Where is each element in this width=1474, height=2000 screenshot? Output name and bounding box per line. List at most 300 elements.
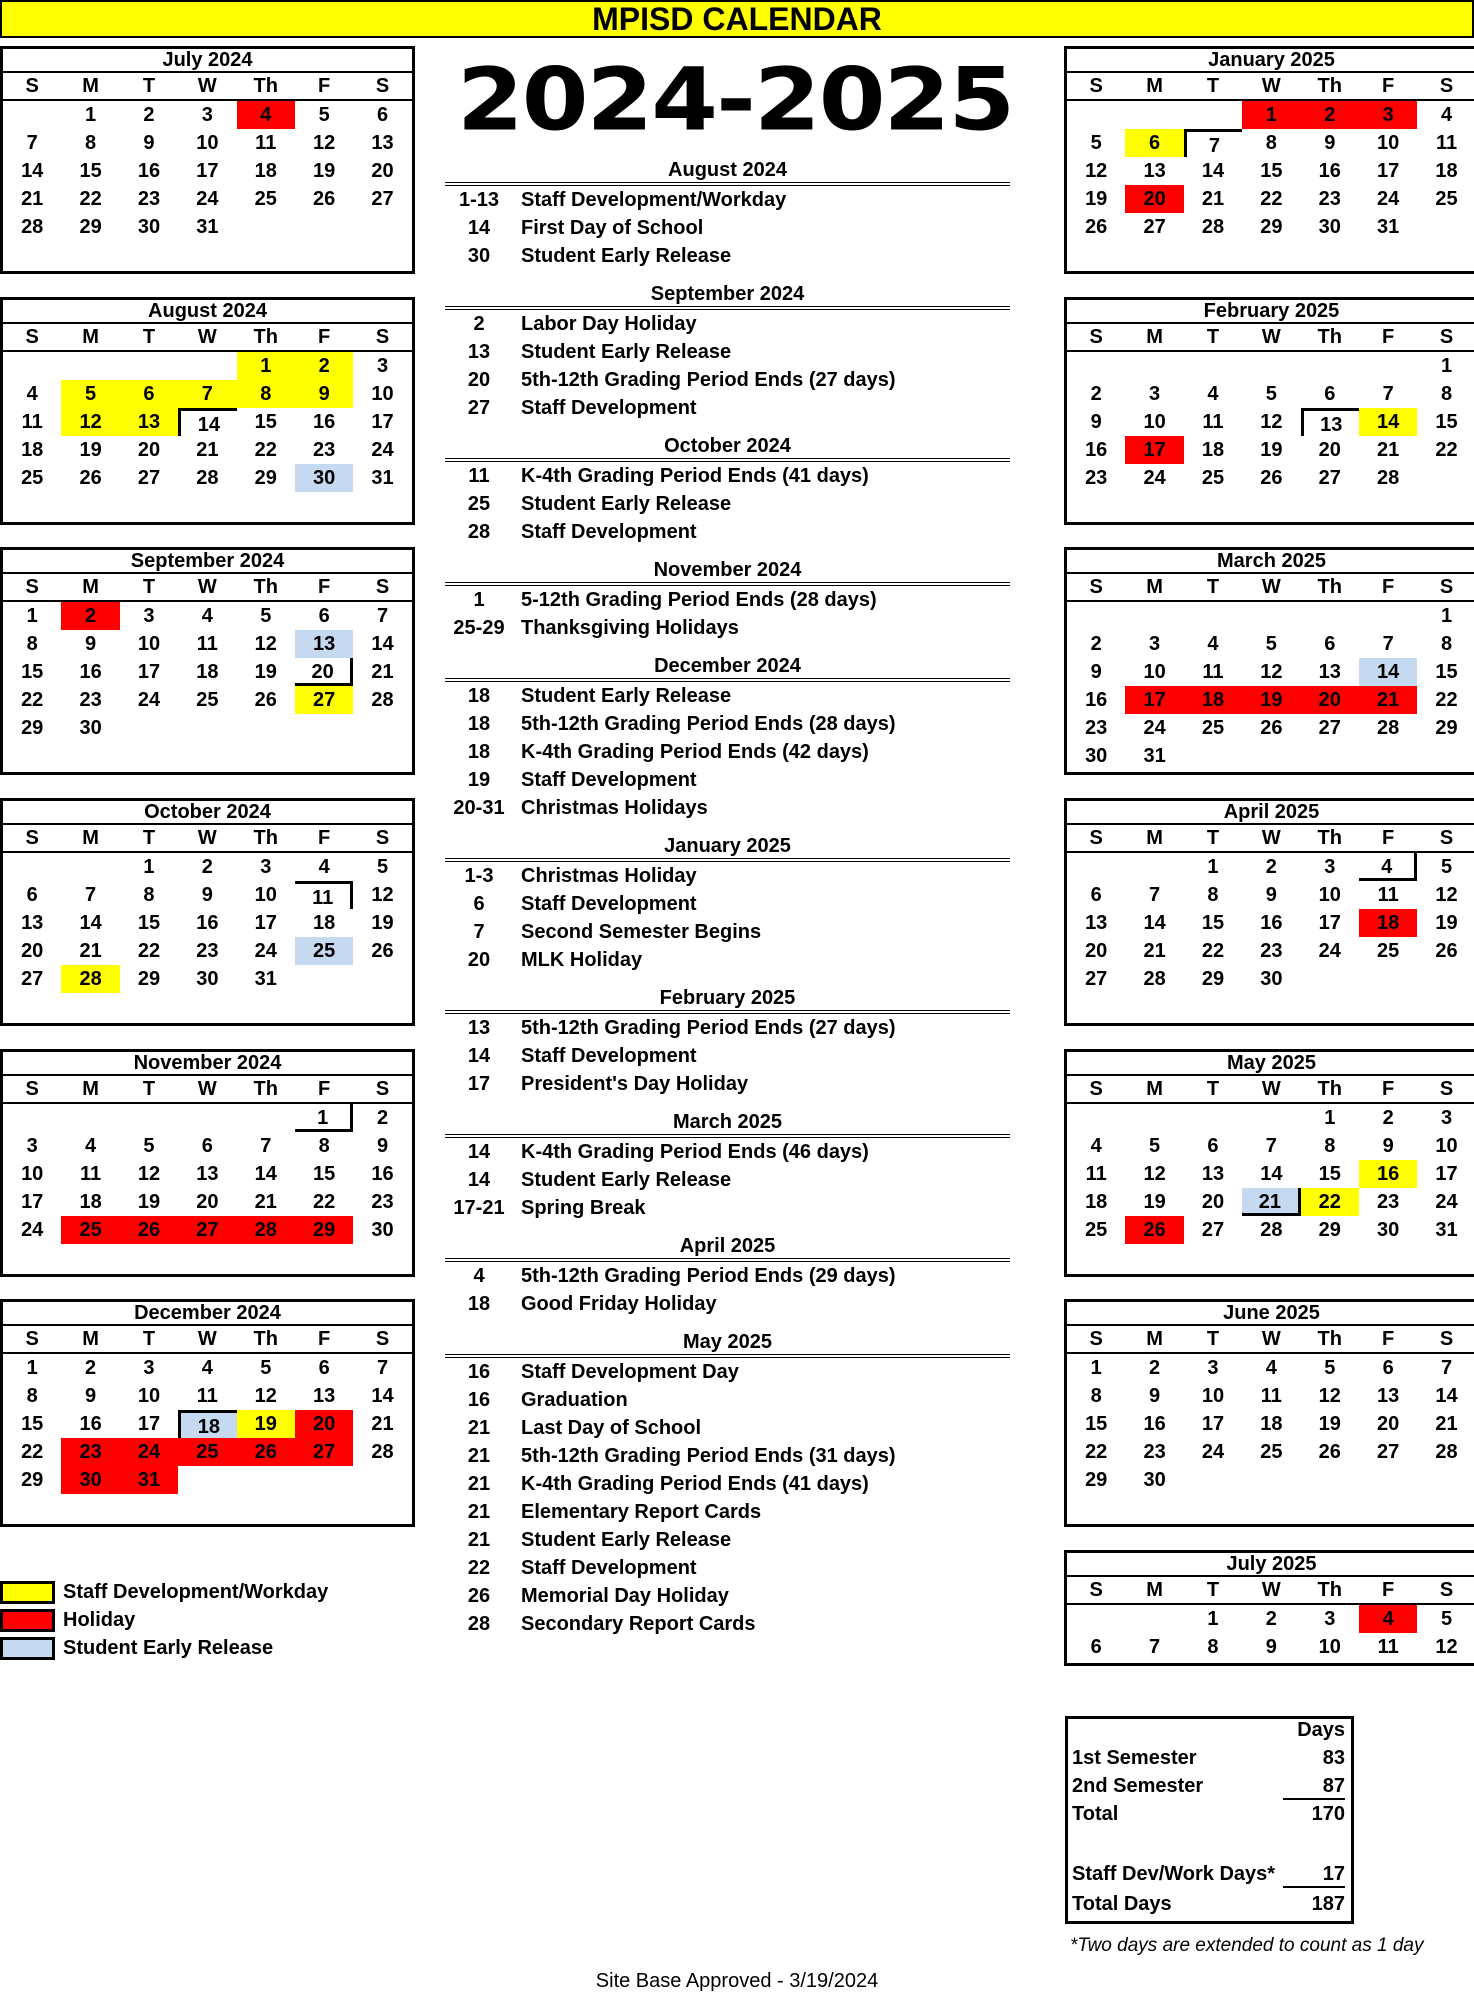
day-cell bbox=[353, 965, 411, 993]
event-date: 7 bbox=[473, 921, 485, 943]
day-cell: 11 bbox=[196, 633, 218, 655]
day-cell bbox=[295, 965, 353, 993]
day-cell: 19 bbox=[1242, 686, 1300, 714]
event-description: Elementary Report Cards bbox=[521, 1501, 762, 1523]
day-cell: 13 bbox=[1143, 160, 1166, 182]
day-cell: 28 bbox=[196, 467, 219, 489]
event-item bbox=[445, 766, 1010, 794]
weekday-label: M bbox=[82, 75, 99, 97]
day-cell bbox=[1067, 602, 1125, 630]
weekday-label: Th bbox=[1317, 1328, 1342, 1350]
day-cell bbox=[1242, 1466, 1300, 1494]
day-cell: 1 bbox=[1440, 605, 1453, 627]
weekday-label: W bbox=[1261, 827, 1281, 849]
month-title: April 2025 bbox=[1067, 801, 1474, 825]
day-cell: 16 bbox=[1143, 1413, 1166, 1435]
weekday-label: S bbox=[1089, 1579, 1103, 1601]
day-cell: 6 bbox=[376, 104, 389, 126]
month-calendar-nov24 bbox=[0, 1049, 415, 1277]
day-cell: 11 bbox=[1377, 1636, 1399, 1658]
day-cell bbox=[353, 714, 411, 742]
event-description: Staff Development bbox=[521, 893, 697, 915]
weekday-label: S bbox=[375, 1328, 390, 1350]
weekday-label: S bbox=[25, 1328, 39, 1350]
event-item bbox=[445, 794, 1010, 822]
weekday-label: Th bbox=[253, 576, 278, 598]
day-cell: 25 bbox=[295, 937, 353, 965]
day-cell: 12 bbox=[1260, 661, 1283, 683]
day-cell bbox=[120, 352, 178, 380]
day-cell: 12 bbox=[254, 1385, 277, 1407]
day-cell: 20 bbox=[196, 1191, 219, 1213]
day-cell: 24 bbox=[254, 940, 277, 962]
day-cell bbox=[178, 1104, 236, 1132]
day-cell: 7 bbox=[85, 884, 97, 906]
day-cell: 21 bbox=[196, 439, 219, 461]
day-cell: 6 bbox=[1207, 1135, 1219, 1157]
day-cell: 8 bbox=[85, 132, 97, 154]
day-cell: 5 bbox=[1090, 132, 1102, 154]
event-item bbox=[445, 1070, 1010, 1098]
day-cell: 10 bbox=[137, 1385, 161, 1407]
day-cell: 19 bbox=[1318, 1413, 1341, 1435]
week-row bbox=[1067, 157, 1474, 185]
day-cell: 13 bbox=[1318, 661, 1341, 683]
day-cell: 4 bbox=[26, 383, 38, 405]
weekday-label: M bbox=[82, 827, 99, 849]
week-row bbox=[1067, 129, 1474, 157]
day-cell: 2 bbox=[295, 352, 353, 380]
weekday-label: S bbox=[1089, 75, 1103, 97]
day-cell: 19 bbox=[313, 160, 336, 182]
week-row bbox=[1067, 1216, 1474, 1244]
day-cell: 21 bbox=[1143, 940, 1166, 962]
events-month-heading: April 2025 bbox=[445, 1234, 1010, 1262]
weekday-label: M bbox=[82, 326, 99, 348]
day-cell: 29 bbox=[1085, 1469, 1108, 1491]
weekday-header bbox=[3, 324, 412, 352]
day-cell: 23 bbox=[1085, 467, 1108, 489]
event-item bbox=[445, 1358, 1010, 1386]
event-item bbox=[445, 518, 1010, 546]
day-cell bbox=[295, 1466, 353, 1494]
event-description: K-4th Grading Period Ends (42 days) bbox=[521, 741, 869, 763]
week-row bbox=[3, 1216, 412, 1244]
day-cell: 1 bbox=[1090, 1357, 1102, 1379]
month-title: March 2025 bbox=[1067, 550, 1474, 574]
day-cell: 3 bbox=[1149, 383, 1161, 405]
event-description: Good Friday Holiday bbox=[521, 1293, 717, 1315]
day-cell: 23 bbox=[1260, 940, 1283, 962]
legend-label: Holiday bbox=[63, 1608, 136, 1631]
day-cell: 30 bbox=[61, 1466, 119, 1494]
events-month-heading: September 2024 bbox=[445, 282, 1010, 310]
event-item bbox=[445, 310, 1010, 338]
event-date: 28 bbox=[467, 521, 491, 543]
day-cell: 7 bbox=[1149, 1636, 1161, 1658]
day-cell: 15 bbox=[1435, 661, 1458, 683]
day-cell bbox=[1067, 352, 1125, 380]
day-cell: 14 bbox=[371, 1385, 394, 1407]
event-item bbox=[445, 1414, 1010, 1442]
event-description: 5-12th Grading Period Ends (28 days) bbox=[521, 589, 877, 611]
day-cell: 7 bbox=[1149, 884, 1161, 906]
day-cell: 1 bbox=[237, 352, 295, 380]
event-description: 5th-12th Grading Period Ends (28 days) bbox=[521, 713, 896, 735]
day-cell: 1 bbox=[295, 1104, 353, 1132]
day-cell: 15 bbox=[21, 661, 44, 683]
day-cell: 8 bbox=[237, 380, 295, 408]
week-row bbox=[1067, 714, 1474, 742]
weekday-label: W bbox=[1261, 576, 1281, 598]
week-row bbox=[3, 464, 412, 492]
day-cell bbox=[61, 1104, 119, 1132]
day-cell bbox=[237, 1466, 295, 1494]
day-cell: 4 bbox=[1359, 853, 1417, 881]
day-cell: 19 bbox=[371, 912, 394, 934]
day-cell: 1 bbox=[1207, 1608, 1219, 1630]
day-cell: 15 bbox=[1085, 1413, 1108, 1435]
day-cell: 19 bbox=[237, 1410, 295, 1438]
day-cell: 8 bbox=[1207, 1636, 1219, 1658]
event-description: Staff Development bbox=[521, 397, 697, 419]
weekday-label: M bbox=[1146, 576, 1163, 598]
day-cell: 17 bbox=[371, 411, 394, 433]
weekday-label: W bbox=[1261, 1579, 1281, 1601]
event-date: 4 bbox=[473, 1265, 485, 1287]
day-cell: 13 bbox=[313, 1385, 336, 1407]
day-cell: 4 bbox=[201, 605, 213, 627]
day-cell: 21 bbox=[21, 188, 44, 210]
event-description: Secondary Report Cards bbox=[521, 1613, 756, 1635]
week-row bbox=[3, 881, 412, 909]
day-cell: 16 bbox=[196, 912, 219, 934]
day-cell: 19 bbox=[1260, 439, 1283, 461]
day-cell: 4 bbox=[201, 1357, 213, 1379]
day-cell: 29 bbox=[1201, 968, 1225, 990]
day-cell: 1 bbox=[1207, 856, 1219, 878]
event-item bbox=[445, 1262, 1010, 1290]
day-cell: 27 bbox=[1318, 717, 1341, 739]
day-cell: 22 bbox=[1085, 1441, 1108, 1463]
day-cell: 21 bbox=[371, 1413, 394, 1435]
day-cell: 4 bbox=[1207, 383, 1219, 405]
event-item bbox=[445, 738, 1010, 766]
event-date: 21 bbox=[467, 1445, 491, 1467]
days-row: 1st Semester 83 bbox=[1072, 1747, 1345, 1769]
day-cell: 12 bbox=[1435, 1636, 1458, 1658]
day-cell: 21 bbox=[1242, 1188, 1300, 1216]
day-cell: 29 bbox=[79, 216, 102, 238]
day-cell: 17 bbox=[1201, 1413, 1225, 1435]
day-cell: 26 bbox=[120, 1216, 178, 1244]
day-cell: 24 bbox=[1435, 1191, 1458, 1213]
day-cell: 15 bbox=[21, 1413, 44, 1435]
day-cell: 30 bbox=[1260, 968, 1283, 990]
event-date: 27 bbox=[467, 397, 491, 419]
days-row: Staff Dev/Work Days* 17 bbox=[1072, 1863, 1345, 1888]
day-cell: 10 bbox=[1318, 884, 1341, 906]
day-cell: 10 bbox=[1435, 1135, 1458, 1157]
event-date: 21 bbox=[467, 1529, 491, 1551]
weekday-label: M bbox=[1146, 1328, 1163, 1350]
day-cell: 3 bbox=[1324, 1608, 1336, 1630]
day-cell: 28 bbox=[1377, 467, 1400, 489]
day-cell: 22 bbox=[21, 689, 44, 711]
day-cell: 31 bbox=[1377, 216, 1400, 238]
day-cell: 11 bbox=[21, 411, 43, 433]
event-date: 16 bbox=[467, 1361, 491, 1383]
event-date: 18 bbox=[467, 713, 491, 735]
day-cell: 14 bbox=[1143, 912, 1166, 934]
day-cell: 18 bbox=[1201, 439, 1225, 461]
day-cell: 20 bbox=[371, 160, 394, 182]
day-cell: 2 bbox=[1265, 1608, 1277, 1630]
event-date: 13 bbox=[467, 1017, 491, 1039]
day-cell: 18 bbox=[79, 1191, 102, 1213]
day-cell: 9 bbox=[85, 1385, 97, 1407]
weekday-header bbox=[1067, 1577, 1474, 1605]
day-cell: 23 bbox=[1143, 1441, 1166, 1463]
day-cell: 5 bbox=[260, 605, 272, 627]
day-cell: 17 bbox=[1125, 686, 1183, 714]
day-cell: 13 bbox=[295, 630, 353, 658]
day-cell: 3 bbox=[1324, 856, 1336, 878]
event-item bbox=[445, 366, 1010, 394]
week-row bbox=[1067, 380, 1474, 408]
day-cell: 2 bbox=[1265, 856, 1277, 878]
week-row bbox=[3, 1466, 412, 1494]
weekday-label: T bbox=[142, 1328, 156, 1350]
day-cell: 8 bbox=[143, 884, 155, 906]
day-cell: 30 bbox=[1318, 216, 1341, 238]
day-cell: 2 bbox=[376, 1107, 389, 1129]
day-cell: 18 bbox=[1260, 1413, 1283, 1435]
day-cell: 25 bbox=[61, 1216, 119, 1244]
day-cell: 25 bbox=[1201, 467, 1225, 489]
day-cell: 21 bbox=[1201, 188, 1225, 210]
day-cell: 13 bbox=[1085, 912, 1108, 934]
week-row bbox=[1067, 1104, 1474, 1132]
day-cell: 16 bbox=[79, 661, 102, 683]
day-cell: 2 bbox=[1301, 101, 1359, 129]
event-date: 1-3 bbox=[464, 865, 494, 887]
week-row bbox=[1067, 853, 1474, 881]
day-cell: 11 bbox=[1377, 884, 1399, 906]
day-cell: 4 bbox=[1207, 633, 1219, 655]
weekday-label: M bbox=[1146, 827, 1163, 849]
day-cell: 10 bbox=[1377, 132, 1400, 154]
day-cell: 16 bbox=[371, 1163, 394, 1185]
weekday-label: T bbox=[1206, 326, 1220, 348]
day-cell: 13 bbox=[196, 1163, 219, 1185]
event-item bbox=[445, 586, 1010, 614]
month-calendar-jul25 bbox=[1064, 1550, 1474, 1666]
weekday-header bbox=[3, 73, 412, 101]
day-cell: 26 bbox=[1260, 717, 1283, 739]
event-date: 11 bbox=[468, 465, 490, 487]
day-cell: 29 bbox=[295, 1216, 353, 1244]
event-description: Staff Development bbox=[521, 521, 697, 543]
event-date: 14 bbox=[467, 217, 491, 239]
day-cell bbox=[1359, 742, 1417, 770]
weekday-label: Th bbox=[253, 1078, 278, 1100]
day-cell: 22 bbox=[313, 1191, 336, 1213]
day-cell: 24 bbox=[1201, 1441, 1225, 1463]
day-cell bbox=[237, 1104, 295, 1132]
event-description: Student Early Release bbox=[521, 493, 732, 515]
event-description: Christmas Holiday bbox=[521, 865, 697, 887]
day-cell: 9 bbox=[201, 884, 213, 906]
day-cell: 4 bbox=[1440, 104, 1453, 126]
day-cell bbox=[1125, 1104, 1183, 1132]
day-cell bbox=[1242, 1104, 1300, 1132]
day-cell: 22 bbox=[1301, 1188, 1359, 1216]
day-cell: 27 bbox=[21, 968, 44, 990]
day-cell: 17 bbox=[137, 661, 161, 683]
weekday-label: S bbox=[1439, 1328, 1454, 1350]
day-cell: 15 bbox=[79, 160, 102, 182]
month-calendar-dec24 bbox=[0, 1299, 415, 1527]
day-cell: 24 bbox=[21, 1219, 44, 1241]
weekday-label: S bbox=[25, 576, 39, 598]
day-cell: 27 bbox=[178, 1216, 236, 1244]
day-cell: 11 bbox=[80, 1163, 102, 1185]
day-cell: 4 bbox=[1265, 1357, 1277, 1379]
day-cell: 30 bbox=[371, 1219, 394, 1241]
day-cell: 10 bbox=[137, 633, 161, 655]
weekday-label: F bbox=[1382, 75, 1395, 97]
day-cell: 26 bbox=[237, 1438, 295, 1466]
day-cell: 26 bbox=[79, 467, 102, 489]
day-cell: 18 bbox=[1359, 909, 1417, 937]
event-description: Memorial Day Holiday bbox=[521, 1585, 729, 1607]
weekday-label: S bbox=[25, 827, 39, 849]
weekday-header bbox=[1067, 574, 1474, 602]
event-description: K-4th Grading Period Ends (41 days) bbox=[521, 1473, 869, 1495]
weekday-header bbox=[1067, 1326, 1474, 1354]
event-date: 25-29 bbox=[453, 617, 505, 639]
event-description: Last Day of School bbox=[521, 1417, 702, 1439]
day-cell: 18 bbox=[1184, 686, 1242, 714]
day-cell bbox=[1242, 352, 1300, 380]
weekday-label: T bbox=[1206, 75, 1220, 97]
event-item bbox=[445, 242, 1010, 270]
day-cell: 18 bbox=[21, 439, 44, 461]
day-cell: 23 bbox=[1377, 1191, 1400, 1213]
event-item bbox=[445, 1582, 1010, 1610]
day-cell bbox=[3, 101, 61, 129]
legend-label: Staff Development/Workday bbox=[63, 1580, 329, 1603]
day-cell: 8 bbox=[1090, 1385, 1102, 1407]
school-year-banner: 2024-2025 bbox=[456, 49, 1014, 151]
day-cell bbox=[1417, 213, 1474, 241]
day-cell bbox=[61, 853, 119, 881]
event-date: 14 bbox=[467, 1045, 491, 1067]
week-row bbox=[3, 630, 412, 658]
day-cell: 15 bbox=[1435, 411, 1458, 433]
weekday-label: S bbox=[1439, 827, 1454, 849]
day-cell: 12 bbox=[254, 633, 277, 655]
day-cell: 11 bbox=[1202, 661, 1224, 683]
event-description: Student Early Release bbox=[521, 341, 732, 363]
day-cell: 4 bbox=[237, 101, 295, 129]
weekday-label: W bbox=[1261, 326, 1281, 348]
day-cell: 20 bbox=[1125, 185, 1183, 213]
legend-item bbox=[0, 1606, 328, 1634]
week-row bbox=[1067, 1438, 1474, 1466]
day-cell: 13 bbox=[1301, 408, 1359, 436]
day-cell: 9 bbox=[295, 380, 353, 408]
day-cell: 19 bbox=[1085, 188, 1108, 210]
event-date: 1 bbox=[473, 589, 485, 611]
day-cell: 10 bbox=[1201, 1385, 1225, 1407]
event-item bbox=[445, 1166, 1010, 1194]
day-cell: 3 bbox=[376, 355, 389, 377]
day-cell: 1 bbox=[1242, 101, 1300, 129]
day-cell: 14 bbox=[1359, 408, 1417, 436]
day-cell bbox=[1184, 352, 1242, 380]
week-row bbox=[1067, 1410, 1474, 1438]
week-row bbox=[1067, 1354, 1474, 1382]
week-row bbox=[1067, 686, 1474, 714]
day-cell: 7 bbox=[178, 380, 236, 408]
day-cell bbox=[1125, 101, 1183, 129]
event-item bbox=[445, 1386, 1010, 1414]
day-cell bbox=[1184, 742, 1242, 770]
day-cell: 19 bbox=[1435, 912, 1458, 934]
weekday-label: F bbox=[318, 1328, 331, 1350]
day-cell: 7 bbox=[1440, 1357, 1453, 1379]
day-cell: 14 bbox=[254, 1163, 277, 1185]
day-cell: 26 bbox=[1435, 940, 1458, 962]
day-cell: 2 bbox=[1149, 1357, 1161, 1379]
day-cell: 12 bbox=[1318, 1385, 1341, 1407]
day-cell: 18 bbox=[178, 1410, 236, 1438]
weekday-label: M bbox=[1146, 75, 1163, 97]
day-cell: 23 bbox=[1085, 717, 1108, 739]
day-cell: 5 bbox=[143, 1135, 155, 1157]
day-cell: 12 bbox=[137, 1163, 161, 1185]
day-cell: 30 bbox=[1085, 745, 1108, 767]
day-cell: 5 bbox=[260, 1357, 272, 1379]
day-cell: 15 bbox=[137, 912, 161, 934]
day-cell: 9 bbox=[1324, 132, 1336, 154]
day-cell: 22 bbox=[79, 188, 102, 210]
event-item bbox=[445, 1610, 1010, 1638]
day-cell: 9 bbox=[376, 1135, 389, 1157]
day-cell: 10 bbox=[21, 1163, 44, 1185]
events-month-heading: January 2025 bbox=[445, 834, 1010, 862]
week-row bbox=[3, 658, 412, 686]
day-cell bbox=[1125, 853, 1183, 881]
event-description: Spring Break bbox=[521, 1197, 646, 1219]
day-cell: 14 bbox=[1359, 658, 1417, 686]
day-cell bbox=[1125, 1605, 1183, 1633]
week-row bbox=[1067, 185, 1474, 213]
event-item bbox=[445, 918, 1010, 946]
weekday-label: W bbox=[197, 326, 217, 348]
day-cell bbox=[1125, 602, 1183, 630]
day-cell: 29 bbox=[21, 1469, 44, 1491]
day-cell: 6 bbox=[120, 380, 178, 408]
day-cell: 6 bbox=[26, 884, 38, 906]
day-cell: 3 bbox=[1440, 1107, 1453, 1129]
weekday-label: M bbox=[1146, 1579, 1163, 1601]
day-cell: 23 bbox=[196, 940, 219, 962]
weekday-label: F bbox=[1382, 1579, 1395, 1601]
weekday-label: Th bbox=[253, 75, 278, 97]
